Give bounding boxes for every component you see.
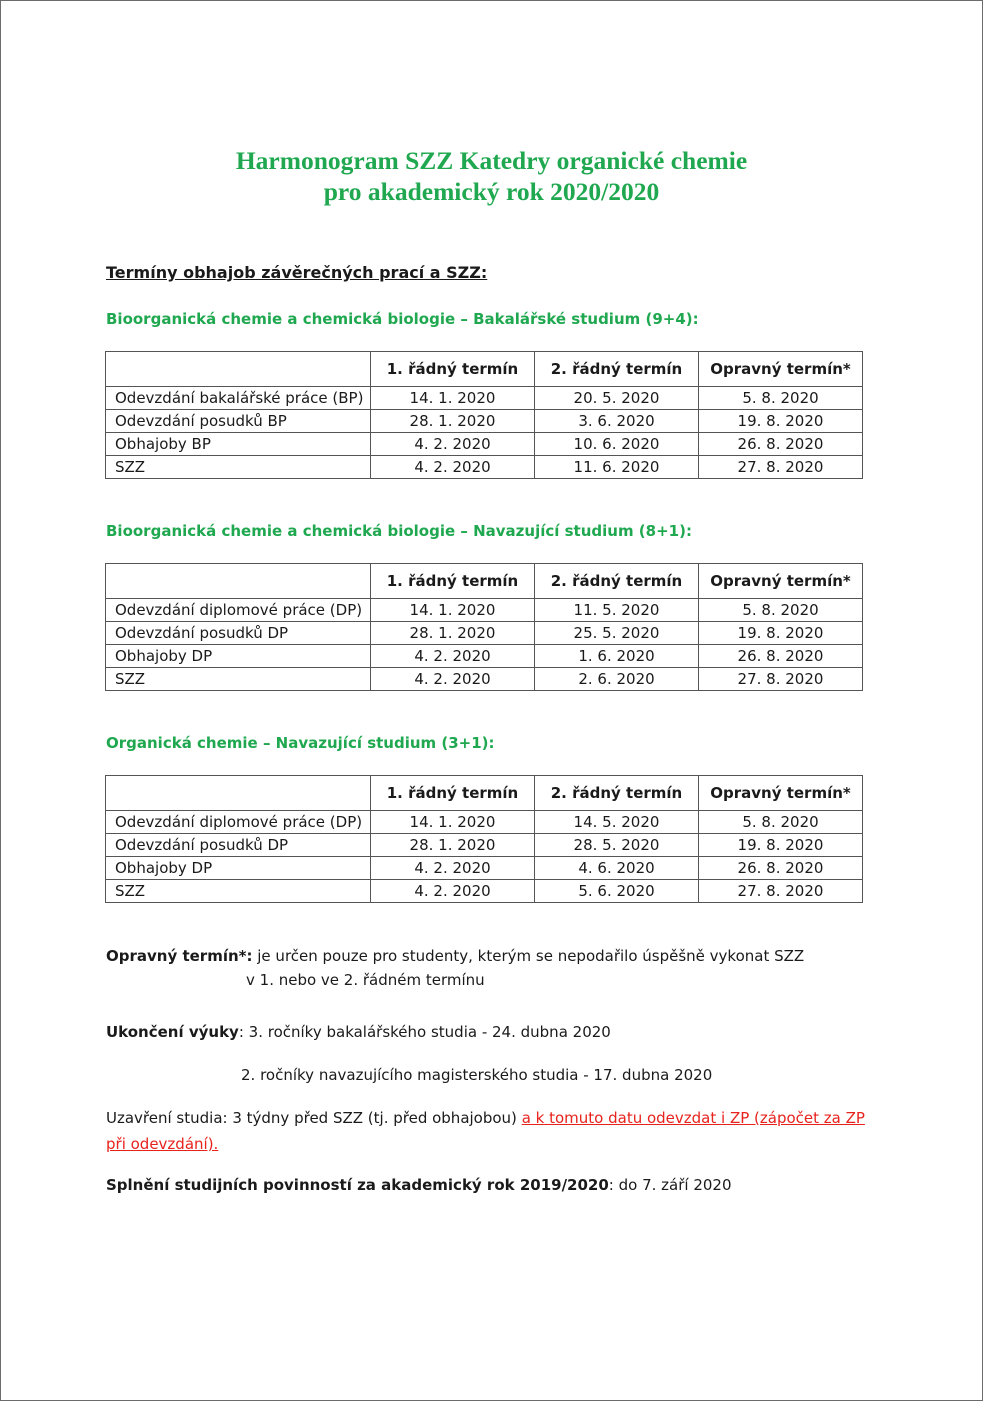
title-line-1: Harmonogram SZZ Katedry organické chemie [235, 146, 748, 175]
table-cell: 4. 6. 2020 [535, 857, 699, 880]
table-cell: 4. 2. 2020 [371, 880, 535, 903]
table-cell: 14. 1. 2020 [371, 811, 535, 834]
column-header: 1. řádný termín [371, 352, 535, 387]
table-cell: 14. 1. 2020 [371, 387, 535, 410]
row-label: Odevzdání posudků DP [106, 622, 371, 645]
table-row [106, 387, 863, 410]
table-header-row [106, 352, 863, 387]
note-uzavreni-studia [106, 1105, 865, 1157]
note-text-continued: v 1. nebo ve 2. řádném termínu [246, 971, 485, 989]
table-cell: 5. 8. 2020 [699, 811, 863, 834]
table-row [106, 811, 863, 834]
table-row [106, 410, 863, 433]
note-label: Ukončení výuky [106, 1023, 239, 1041]
table-cell: 27. 8. 2020 [699, 456, 863, 479]
note-splneni-povinnosti [106, 1173, 732, 1197]
table-cell: 27. 8. 2020 [699, 880, 863, 903]
note-opravny-termin [106, 944, 804, 992]
column-header: 1. řádný termín [371, 564, 535, 599]
note-red-text-continued: při odevzdání). [106, 1135, 219, 1153]
table-row [106, 880, 863, 903]
column-header: Opravný termín* [699, 352, 863, 387]
table-cell: 19. 8. 2020 [699, 622, 863, 645]
column-header: 1. řádný termín [371, 776, 535, 811]
table-cell: 28. 1. 2020 [371, 622, 535, 645]
note-text: : 3. ročníky bakalářského studia - 24. dubna 2020 [238, 1023, 611, 1041]
table-cell: 26. 8. 2020 [699, 645, 863, 668]
table-cell: 11. 5. 2020 [535, 599, 699, 622]
table-cell: 4. 2. 2020 [371, 645, 535, 668]
row-label: Obhajoby BP [106, 433, 371, 456]
row-label: SZZ [106, 668, 371, 691]
note-text: : do 7. září 2020 [608, 1176, 732, 1194]
column-header: Opravný termín* [699, 564, 863, 599]
column-header: 2. řádný termín [535, 776, 699, 811]
table-cell: 14. 1. 2020 [371, 599, 535, 622]
table-row [106, 857, 863, 880]
row-label: Odevzdání diplomové práce (DP) [106, 811, 371, 834]
section-title-organicka: Organická chemie – Navazující studium (3+1): [106, 734, 495, 752]
table-cell: 27. 8. 2020 [699, 668, 863, 691]
table-cell: 28. 1. 2020 [371, 834, 535, 857]
table-header-row [106, 776, 863, 811]
table-cell: 19. 8. 2020 [699, 410, 863, 433]
table-cell: 4. 2. 2020 [371, 433, 535, 456]
title-line-2: pro akademický rok 2020/2020 [323, 177, 660, 206]
table-row [106, 456, 863, 479]
note-label: Opravný termín*: [106, 947, 253, 965]
column-header [106, 352, 371, 387]
schedule-table-bakalarske [105, 351, 863, 479]
table-row [106, 645, 863, 668]
table-cell: 11. 6. 2020 [535, 456, 699, 479]
row-label: Odevzdání posudků DP [106, 834, 371, 857]
column-header [106, 564, 371, 599]
table-row [106, 834, 863, 857]
table-cell: 28. 1. 2020 [371, 410, 535, 433]
note-text: je určen pouze pro studenty, kterým se nepodařilo úspěšně vykonat SZZ [252, 947, 805, 965]
row-label: Odevzdání diplomové práce (DP) [106, 599, 371, 622]
table-cell: 5. 8. 2020 [699, 387, 863, 410]
column-header: 2. řádný termín [535, 352, 699, 387]
table-cell: 26. 8. 2020 [699, 433, 863, 456]
table-cell: 2. 6. 2020 [535, 668, 699, 691]
section-title-bakalarske: Bioorganická chemie a chemická biologie – Bakalářské studium (9+4): [106, 310, 699, 328]
schedule-table-navazujici-bio [105, 563, 863, 691]
column-header: Opravný termín* [699, 776, 863, 811]
table-row [106, 433, 863, 456]
table-row [106, 599, 863, 622]
table-cell: 4. 2. 2020 [371, 456, 535, 479]
row-label: Odevzdání posudků BP [106, 410, 371, 433]
table-row [106, 622, 863, 645]
row-label: Odevzdání bakalářské práce (BP) [106, 387, 371, 410]
row-label: SZZ [106, 456, 371, 479]
note-ukonceni-vyuky [106, 1020, 611, 1044]
table-header-row [106, 564, 863, 599]
note-red-text: a k tomuto datu odevzdat i ZP (zápočet za ZP [521, 1109, 865, 1127]
table-cell: 10. 6. 2020 [535, 433, 699, 456]
row-label: Obhajoby DP [106, 857, 371, 880]
schedule-table-organicka [105, 775, 863, 903]
table-cell: 20. 5. 2020 [535, 387, 699, 410]
table-cell: 25. 5. 2020 [535, 622, 699, 645]
table-cell: 5. 8. 2020 [699, 599, 863, 622]
section-heading: Termíny obhajob závěrečných prací a SZZ: [106, 263, 488, 282]
table-cell: 28. 5. 2020 [535, 834, 699, 857]
document-title [1, 145, 982, 207]
table-cell: 4. 2. 2020 [371, 857, 535, 880]
row-label: Obhajoby DP [106, 645, 371, 668]
column-header: 2. řádný termín [535, 564, 699, 599]
table-cell: 14. 5. 2020 [535, 811, 699, 834]
table-cell: 5. 6. 2020 [535, 880, 699, 903]
section-title-navazujici-bio: Bioorganická chemie a chemická biologie – Navazující studium (8+1): [106, 522, 692, 540]
table-cell: 1. 6. 2020 [535, 645, 699, 668]
table-cell: 19. 8. 2020 [699, 834, 863, 857]
table-cell: 26. 8. 2020 [699, 857, 863, 880]
column-header [106, 776, 371, 811]
table-row [106, 668, 863, 691]
table-cell: 3. 6. 2020 [535, 410, 699, 433]
table-cell: 4. 2. 2020 [371, 668, 535, 691]
note-text: Uzavření studia: 3 týdny před SZZ (tj. před obhajobou) [106, 1109, 522, 1127]
row-label: SZZ [106, 880, 371, 903]
note-label: Splnění studijních povinností za akademický rok 2019/2020 [106, 1176, 609, 1194]
note-ukonceni-vyuky-2: 2. ročníky navazujícího magisterského studia - 17. dubna 2020 [241, 1066, 713, 1084]
